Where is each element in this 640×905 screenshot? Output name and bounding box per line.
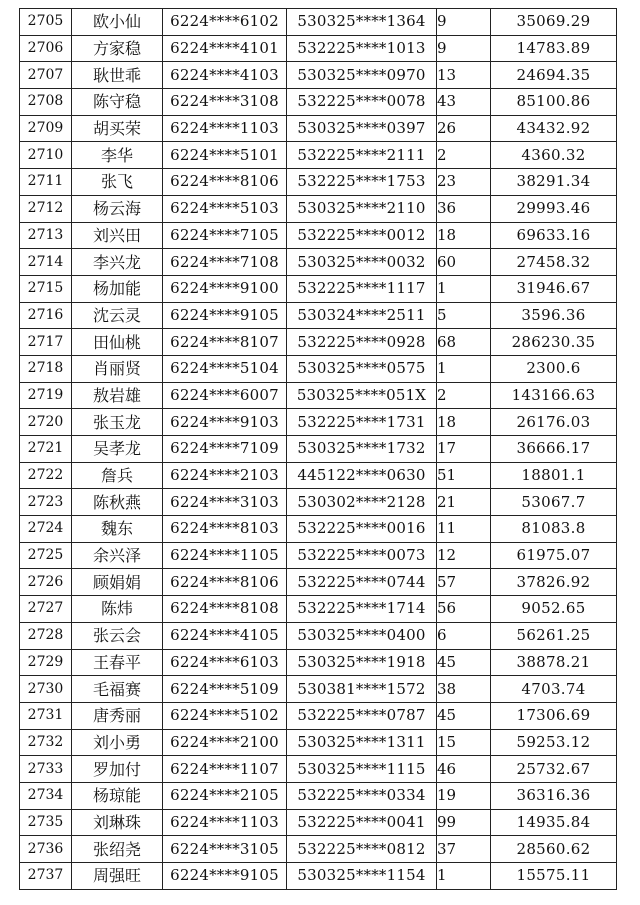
name-cell: 吴孝龙 <box>72 436 163 463</box>
bank-card-cell: 6224****7105 <box>163 222 287 249</box>
count-cell: 13 <box>437 62 491 89</box>
row-number: 2726 <box>20 569 72 596</box>
bank-card-cell: 6224****4101 <box>163 35 287 62</box>
row-number: 2725 <box>20 542 72 569</box>
amount-cell: 85100.86 <box>491 89 617 116</box>
amount-cell: 17306.69 <box>491 702 617 729</box>
table-row <box>20 676 617 703</box>
name-cell: 罗加付 <box>72 756 163 783</box>
bank-card-cell: 6224****8106 <box>163 569 287 596</box>
id-card-cell: 445122****0630 <box>287 462 437 489</box>
table-row <box>20 489 617 516</box>
bank-card-cell: 6224****9105 <box>163 863 287 890</box>
amount-cell: 4360.32 <box>491 142 617 169</box>
amount-cell: 37826.92 <box>491 569 617 596</box>
table-row <box>20 9 617 36</box>
id-card-cell: 532225****1117 <box>287 275 437 302</box>
amount-cell: 2300.6 <box>491 355 617 382</box>
table-row <box>20 382 617 409</box>
id-card-cell: 532225****0078 <box>287 89 437 116</box>
row-number: 2712 <box>20 195 72 222</box>
id-card-cell: 532225****0334 <box>287 782 437 809</box>
bank-card-cell: 6224****3108 <box>163 89 287 116</box>
bank-card-cell: 6224****5103 <box>163 195 287 222</box>
count-cell: 46 <box>437 756 491 783</box>
id-card-cell: 530325****1115 <box>287 756 437 783</box>
amount-cell: 36316.36 <box>491 782 617 809</box>
amount-cell: 59253.12 <box>491 729 617 756</box>
table-row <box>20 142 617 169</box>
count-cell: 21 <box>437 489 491 516</box>
row-number: 2717 <box>20 329 72 356</box>
table-row <box>20 249 617 276</box>
name-cell: 李兴龙 <box>72 249 163 276</box>
row-number: 2710 <box>20 142 72 169</box>
amount-cell: 15575.11 <box>491 863 617 890</box>
count-cell: 11 <box>437 516 491 543</box>
name-cell: 陈秋燕 <box>72 489 163 516</box>
bank-card-cell: 6224****8103 <box>163 516 287 543</box>
bank-card-cell: 6224****5101 <box>163 142 287 169</box>
name-cell: 肖丽贤 <box>72 355 163 382</box>
table-row <box>20 596 617 623</box>
row-number: 2721 <box>20 436 72 463</box>
row-number: 2735 <box>20 809 72 836</box>
count-cell: 6 <box>437 622 491 649</box>
row-number: 2719 <box>20 382 72 409</box>
amount-cell: 18801.1 <box>491 462 617 489</box>
name-cell: 欧小仙 <box>72 9 163 36</box>
count-cell: 19 <box>437 782 491 809</box>
bank-card-cell: 6224****5109 <box>163 676 287 703</box>
id-card-cell: 532225****0012 <box>287 222 437 249</box>
name-cell: 刘兴田 <box>72 222 163 249</box>
amount-cell: 14935.84 <box>491 809 617 836</box>
id-card-cell: 530381****1572 <box>287 676 437 703</box>
table-row <box>20 569 617 596</box>
row-number: 2706 <box>20 35 72 62</box>
row-number: 2713 <box>20 222 72 249</box>
name-cell: 敖岩雄 <box>72 382 163 409</box>
amount-cell: 61975.07 <box>491 542 617 569</box>
row-number: 2707 <box>20 62 72 89</box>
bank-card-cell: 6224****7109 <box>163 436 287 463</box>
name-cell: 胡买荣 <box>72 115 163 142</box>
bank-card-cell: 6224****3105 <box>163 836 287 863</box>
id-card-cell: 530325****1732 <box>287 436 437 463</box>
name-cell: 周强旺 <box>72 863 163 890</box>
name-cell: 张云会 <box>72 622 163 649</box>
id-card-cell: 532225****1714 <box>287 596 437 623</box>
name-cell: 沈云灵 <box>72 302 163 329</box>
count-cell: 18 <box>437 409 491 436</box>
count-cell: 60 <box>437 249 491 276</box>
bank-card-cell: 6224****1107 <box>163 756 287 783</box>
amount-cell: 25732.67 <box>491 756 617 783</box>
row-number: 2736 <box>20 836 72 863</box>
bank-card-cell: 6224****2100 <box>163 729 287 756</box>
row-number: 2709 <box>20 115 72 142</box>
bank-card-cell: 6224****3103 <box>163 489 287 516</box>
bank-card-cell: 6224****1103 <box>163 115 287 142</box>
row-number: 2728 <box>20 622 72 649</box>
name-cell: 顾娟娟 <box>72 569 163 596</box>
table-row <box>20 355 617 382</box>
count-cell: 18 <box>437 222 491 249</box>
name-cell: 魏东 <box>72 516 163 543</box>
table-row <box>20 302 617 329</box>
table-row <box>20 436 617 463</box>
amount-cell: 24694.35 <box>491 62 617 89</box>
id-card-cell: 530302****2128 <box>287 489 437 516</box>
count-cell: 1 <box>437 275 491 302</box>
bank-card-cell: 6224****9100 <box>163 275 287 302</box>
amount-cell: 36666.17 <box>491 436 617 463</box>
count-cell: 99 <box>437 809 491 836</box>
name-cell: 余兴泽 <box>72 542 163 569</box>
bank-card-cell: 6224****6103 <box>163 649 287 676</box>
name-cell: 陈守稳 <box>72 89 163 116</box>
row-number: 2720 <box>20 409 72 436</box>
count-cell: 51 <box>437 462 491 489</box>
row-number: 2729 <box>20 649 72 676</box>
id-card-cell: 532225****0041 <box>287 809 437 836</box>
row-number: 2714 <box>20 249 72 276</box>
amount-cell: 143166.63 <box>491 382 617 409</box>
table-row <box>20 89 617 116</box>
id-card-cell: 530324****2511 <box>287 302 437 329</box>
name-cell: 陈炜 <box>72 596 163 623</box>
id-card-cell: 532225****0928 <box>287 329 437 356</box>
count-cell: 9 <box>437 35 491 62</box>
bank-card-cell: 6224****2103 <box>163 462 287 489</box>
name-cell: 张绍尧 <box>72 836 163 863</box>
amount-cell: 35069.29 <box>491 9 617 36</box>
bank-card-cell: 6224****4103 <box>163 62 287 89</box>
records-table-body <box>20 9 617 890</box>
amount-cell: 69633.16 <box>491 222 617 249</box>
id-card-cell: 530325****0400 <box>287 622 437 649</box>
row-number: 2708 <box>20 89 72 116</box>
table-row <box>20 409 617 436</box>
count-cell: 56 <box>437 596 491 623</box>
count-cell: 12 <box>437 542 491 569</box>
id-card-cell: 532225****0787 <box>287 702 437 729</box>
table-row <box>20 729 617 756</box>
name-cell: 刘小勇 <box>72 729 163 756</box>
id-card-cell: 530325****0970 <box>287 62 437 89</box>
amount-cell: 26176.03 <box>491 409 617 436</box>
count-cell: 9 <box>437 9 491 36</box>
amount-cell: 29993.46 <box>491 195 617 222</box>
count-cell: 1 <box>437 355 491 382</box>
amount-cell: 53067.7 <box>491 489 617 516</box>
bank-card-cell: 6224****8108 <box>163 596 287 623</box>
table-row <box>20 809 617 836</box>
count-cell: 43 <box>437 89 491 116</box>
id-card-cell: 532225****1753 <box>287 169 437 196</box>
id-card-cell: 532225****0812 <box>287 836 437 863</box>
row-number: 2716 <box>20 302 72 329</box>
count-cell: 26 <box>437 115 491 142</box>
amount-cell: 43432.92 <box>491 115 617 142</box>
id-card-cell: 532225****1731 <box>287 409 437 436</box>
count-cell: 2 <box>437 142 491 169</box>
bank-card-cell: 6224****1105 <box>163 542 287 569</box>
count-cell: 37 <box>437 836 491 863</box>
count-cell: 1 <box>437 863 491 890</box>
row-number: 2737 <box>20 863 72 890</box>
name-cell: 刘琳珠 <box>72 809 163 836</box>
bank-card-cell: 6224****2105 <box>163 782 287 809</box>
amount-cell: 38878.21 <box>491 649 617 676</box>
row-number: 2722 <box>20 462 72 489</box>
id-card-cell: 532225****2111 <box>287 142 437 169</box>
bank-card-cell: 6224****5104 <box>163 355 287 382</box>
table-row <box>20 115 617 142</box>
bank-card-cell: 6224****1103 <box>163 809 287 836</box>
table-row <box>20 516 617 543</box>
table-row <box>20 329 617 356</box>
amount-cell: 9052.65 <box>491 596 617 623</box>
table-row <box>20 782 617 809</box>
bank-card-cell: 6224****9103 <box>163 409 287 436</box>
table-row <box>20 702 617 729</box>
table-row <box>20 863 617 890</box>
records-table <box>19 8 617 890</box>
id-card-cell: 532225****0744 <box>287 569 437 596</box>
amount-cell: 56261.25 <box>491 622 617 649</box>
row-number: 2715 <box>20 275 72 302</box>
name-cell: 张玉龙 <box>72 409 163 436</box>
id-card-cell: 530325****1918 <box>287 649 437 676</box>
row-number: 2711 <box>20 169 72 196</box>
row-number: 2705 <box>20 9 72 36</box>
bank-card-cell: 6224****4105 <box>163 622 287 649</box>
id-card-cell: 532225****1013 <box>287 35 437 62</box>
bank-card-cell: 6224****8106 <box>163 169 287 196</box>
count-cell: 17 <box>437 436 491 463</box>
table-row <box>20 622 617 649</box>
name-cell: 田仙桃 <box>72 329 163 356</box>
row-number: 2732 <box>20 729 72 756</box>
amount-cell: 14783.89 <box>491 35 617 62</box>
amount-cell: 286230.35 <box>491 329 617 356</box>
id-card-cell: 530325****0397 <box>287 115 437 142</box>
bank-card-cell: 6224****6007 <box>163 382 287 409</box>
table-row <box>20 195 617 222</box>
name-cell: 李华 <box>72 142 163 169</box>
name-cell: 詹兵 <box>72 462 163 489</box>
table-row <box>20 756 617 783</box>
bank-card-cell: 6224****9105 <box>163 302 287 329</box>
table-row <box>20 542 617 569</box>
id-card-cell: 530325****0032 <box>287 249 437 276</box>
count-cell: 36 <box>437 195 491 222</box>
amount-cell: 38291.34 <box>491 169 617 196</box>
row-number: 2724 <box>20 516 72 543</box>
count-cell: 38 <box>437 676 491 703</box>
name-cell: 张飞 <box>72 169 163 196</box>
id-card-cell: 532225****0016 <box>287 516 437 543</box>
count-cell: 2 <box>437 382 491 409</box>
name-cell: 王春平 <box>72 649 163 676</box>
bank-card-cell: 6224****5102 <box>163 702 287 729</box>
count-cell: 23 <box>437 169 491 196</box>
id-card-cell: 530325****2110 <box>287 195 437 222</box>
table-row <box>20 275 617 302</box>
bank-card-cell: 6224****6102 <box>163 9 287 36</box>
amount-cell: 3596.36 <box>491 302 617 329</box>
count-cell: 45 <box>437 702 491 729</box>
id-card-cell: 530325****051X <box>287 382 437 409</box>
table-row <box>20 62 617 89</box>
id-card-cell: 530325****1311 <box>287 729 437 756</box>
name-cell: 杨琼能 <box>72 782 163 809</box>
count-cell: 68 <box>437 329 491 356</box>
count-cell: 5 <box>437 302 491 329</box>
bank-card-cell: 6224****8107 <box>163 329 287 356</box>
row-number: 2723 <box>20 489 72 516</box>
table-row <box>20 222 617 249</box>
id-card-cell: 530325****1154 <box>287 863 437 890</box>
name-cell: 耿世乖 <box>72 62 163 89</box>
count-cell: 57 <box>437 569 491 596</box>
amount-cell: 27458.32 <box>491 249 617 276</box>
amount-cell: 28560.62 <box>491 836 617 863</box>
row-number: 2718 <box>20 355 72 382</box>
table-row <box>20 649 617 676</box>
id-card-cell: 530325****1364 <box>287 9 437 36</box>
table-row <box>20 836 617 863</box>
id-card-cell: 532225****0073 <box>287 542 437 569</box>
name-cell: 方家稳 <box>72 35 163 62</box>
row-number: 2731 <box>20 702 72 729</box>
table-row <box>20 462 617 489</box>
row-number: 2734 <box>20 782 72 809</box>
table-row <box>20 169 617 196</box>
row-number: 2727 <box>20 596 72 623</box>
bank-card-cell: 6224****7108 <box>163 249 287 276</box>
amount-cell: 4703.74 <box>491 676 617 703</box>
row-number: 2733 <box>20 756 72 783</box>
name-cell: 唐秀丽 <box>72 702 163 729</box>
name-cell: 杨云海 <box>72 195 163 222</box>
amount-cell: 31946.67 <box>491 275 617 302</box>
name-cell: 杨加能 <box>72 275 163 302</box>
count-cell: 15 <box>437 729 491 756</box>
count-cell: 45 <box>437 649 491 676</box>
id-card-cell: 530325****0575 <box>287 355 437 382</box>
name-cell: 毛福赛 <box>72 676 163 703</box>
amount-cell: 81083.8 <box>491 516 617 543</box>
row-number: 2730 <box>20 676 72 703</box>
table-row <box>20 35 617 62</box>
